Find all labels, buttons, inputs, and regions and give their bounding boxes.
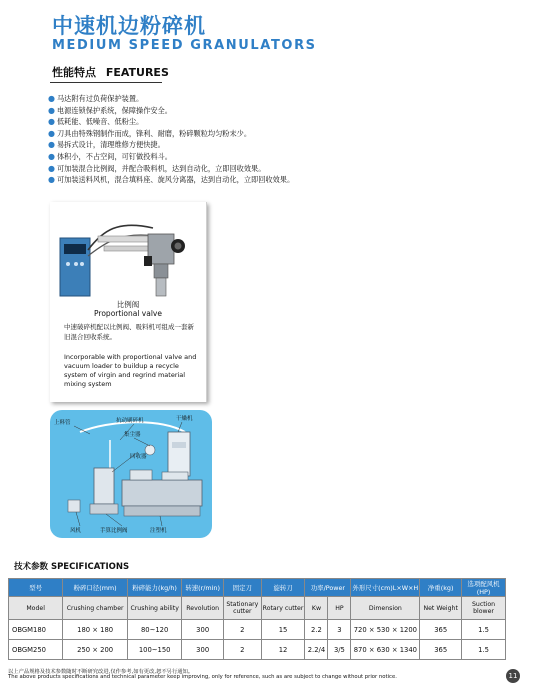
feature-item: ● 可加装混合比例阀，并配合吸料机，达到自动化，立即回收效果。 <box>48 163 266 173</box>
proportional-valve-desc-cn: 中速破碎机配以比例阀、吸料机可组成一套新旧混合回收系统。 <box>64 323 194 341</box>
table-header-cell: 粉碎能力(kg/h) <box>128 579 182 597</box>
table-header-cell: Dimension <box>351 597 420 620</box>
table-header-cell: HP <box>328 597 351 620</box>
specifications-title: 技术参数 SPECIFICATIONS <box>14 562 130 572</box>
table-cell: 365 <box>420 640 462 660</box>
proportional-valve-photo <box>58 210 198 298</box>
table-header-cell: 净重(kg) <box>420 579 462 597</box>
page-number-badge: 11 <box>506 669 520 683</box>
features-heading <box>52 64 169 80</box>
table-cell: OBGM180 <box>9 620 63 640</box>
footnote-en: The above products specifications and technical parameter keep improving, only for reference, such as are subject to change without prior notice. <box>8 674 397 680</box>
table-cell: 15 <box>261 620 305 640</box>
proportional-valve-label-cn: 比例阀 <box>116 300 140 309</box>
diagram-label-blower: 风机 <box>70 528 82 534</box>
table-row <box>9 620 506 640</box>
feature-item: ● 低耗能、低噪音、低粉尘。 <box>48 117 144 127</box>
feature-item: ● 易拆式设计，清理维修方便快捷。 <box>48 140 165 150</box>
table-header-cell: 外形尺寸(cm)L×W×H <box>351 579 420 597</box>
feature-item: ● 电源连锁保护系统，保障操作安全。 <box>48 105 172 115</box>
diagram-label-dust-collector: 集尘器 <box>124 432 141 438</box>
table-header-cell: Crushing ability <box>128 597 182 620</box>
table-header-cell: Kw <box>305 597 328 620</box>
bullet-icon: ● <box>48 163 55 173</box>
table-cell: 2 <box>224 620 262 640</box>
table-header-cell: 型号 <box>9 579 63 597</box>
table-cell: 870 × 630 × 1340 <box>351 640 420 660</box>
table-header-cell: Crushing chamber <box>63 597 128 620</box>
table-header-en <box>9 597 506 620</box>
page-title-en: MEDIUM SPEED GRANULATORS <box>52 38 317 53</box>
table-cell: 250 × 200 <box>63 640 128 660</box>
feature-item: ● 体积小，不占空间，可钉做投料斗。 <box>48 151 172 161</box>
table-header-cell: Net Weight <box>420 597 462 620</box>
table-cell: 1.5 <box>462 640 506 660</box>
bullet-icon: ● <box>48 94 55 103</box>
table-header-cell: 粉碎口径(mm) <box>63 579 128 597</box>
feature-item: ● 刀具由特殊钢制作而成，锋利、耐磨，粉碎颗粒均匀粉末少。 <box>48 128 252 138</box>
diagram-label-injection-machine: 注塑机 <box>150 528 167 534</box>
table-cell: 3 <box>328 620 351 640</box>
footnote-cn: 以上产品规格及技术参数随时不断研究改进,仅作参考,如有更改,恕不另行通知。 <box>8 669 194 675</box>
features-heading-en: FEATURES <box>105 66 169 79</box>
table-cell: OBGM250 <box>9 640 63 660</box>
table-cell: 365 <box>420 620 462 640</box>
table-header-cell: Suction blower <box>462 597 506 620</box>
feature-item: ● 马达附有过负荷保护装置。 <box>48 94 144 103</box>
table-cell: 80~120 <box>128 620 182 640</box>
table-cell: 300 <box>182 620 224 640</box>
table-cell: 2 <box>224 640 262 660</box>
table-header-cell: 功率/Power <box>305 579 351 597</box>
proportional-valve-label-en: Proportional valve <box>94 309 162 318</box>
table-cell: 720 × 530 × 1200 <box>351 620 420 640</box>
bullet-icon: ● <box>48 140 55 150</box>
bullet-icon: ● <box>48 105 55 115</box>
diagram-label-dryer: 干燥机 <box>176 416 193 422</box>
diagram-label-proportional-valve: 手算比例阀 <box>100 528 128 534</box>
recycle-system-illustration <box>50 410 212 538</box>
table-header-cell: Revolution <box>182 597 224 620</box>
table-cell: 180 × 180 <box>63 620 128 640</box>
bullet-icon: ● <box>48 117 55 127</box>
bullet-icon: ● <box>48 128 55 138</box>
table-cell: 12 <box>261 640 305 660</box>
table-cell: 1.5 <box>462 620 506 640</box>
specifications-table <box>8 578 506 660</box>
table-cell: 300 <box>182 640 224 660</box>
table-header-cell: Rotary cutter <box>261 597 305 620</box>
proportional-valve-desc-en: Incorporable with proportional valve and vacuum loader to buildup a recycle system of virgin and regrind material mixing system <box>64 353 197 388</box>
table-cell: 100~150 <box>128 640 182 660</box>
table-header-cn <box>9 579 506 597</box>
features-list <box>48 93 294 186</box>
feature-item: ● 可加装送料风机，混合填料座、旋风分离器，达到自动化，立即回收效果。 <box>48 175 295 185</box>
diagram-label-recycler: 回收器 <box>130 454 147 460</box>
table-header-cell: Model <box>9 597 63 620</box>
recycle-system-diagram <box>50 410 212 538</box>
page-title-cn: 中速机边粉碎机 <box>52 14 206 38</box>
table-header-cell: 转速(r/min) <box>182 579 224 597</box>
bullet-icon: ● <box>48 175 55 185</box>
diagram-label-feed-pipe: 上料管 <box>54 420 71 426</box>
table-row <box>9 640 506 660</box>
features-heading-cn: 性能特点 <box>52 66 96 79</box>
table-cell: 2.2 <box>305 620 328 640</box>
table-header-cell: 固定刀 <box>224 579 262 597</box>
table-cell: 2.2/4 <box>305 640 328 660</box>
table-header-cell: Stationary cutter <box>224 597 262 620</box>
diagram-label-granulator: 抗动刷碎机 <box>116 418 144 424</box>
features-underline <box>50 82 162 83</box>
table-header-cell: 选项配风机(HP) <box>462 579 506 597</box>
table-cell: 3/5 <box>328 640 351 660</box>
table-header-cell: 旋转刀 <box>261 579 305 597</box>
bullet-icon: ● <box>48 151 55 161</box>
